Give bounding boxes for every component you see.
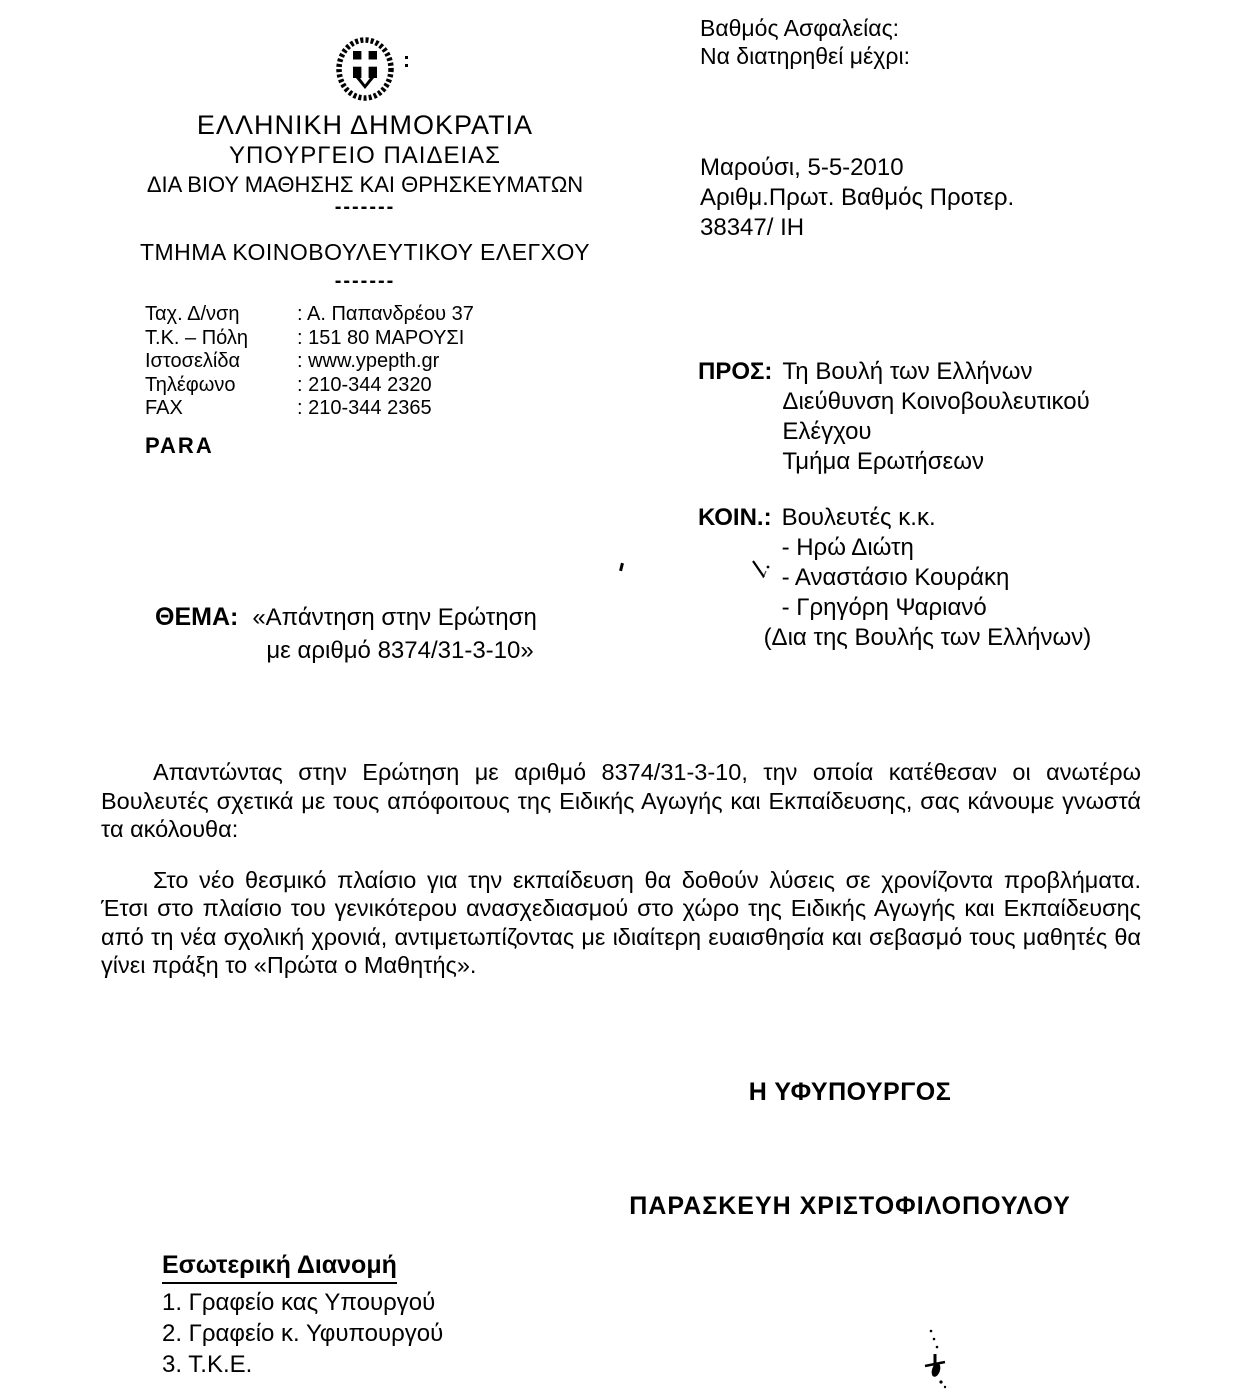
security-classification-block: [700, 14, 910, 70]
republic-title: ΕΛΛΗΝΙΚΗ ΔΗΜΟΚΡΑΤΙΑ: [196, 110, 534, 140]
contact-info-block: [145, 303, 474, 421]
contact-value: : Α. Παπανδρέου 37: [297, 303, 474, 325]
cc-label: ΚΟΙΝ.:: [698, 504, 772, 531]
cc-line: (Δια της Βουλής των Ελλήνων): [763, 624, 1092, 651]
subject-label: ΘΕΜΑ:: [155, 603, 239, 631]
contact-value: : 210-344 2365: [297, 397, 432, 419]
retain-until-label: Να διατηρηθεί μέχρι:: [700, 43, 910, 69]
contact-value: : www.ypepth.gr: [297, 350, 440, 372]
contact-label: Τ.Κ. – Πόλη: [145, 326, 249, 349]
signatory-name: ΠΑΡΑΣΚΕΥΗ ΧΡΙΣΤΟΦΙΛΟΠΟΥΛΟΥ: [629, 1192, 1071, 1220]
city-and-date: Μαρούσι, 5-5-2010: [700, 154, 904, 181]
cc-line: Βουλευτές κ.κ.: [781, 504, 936, 531]
scan-checkmark-artifact: [750, 558, 776, 586]
contact-label: Ιστοσελίδα: [145, 350, 241, 372]
signatory-title: Η ΥΦΥΠΟΥΡΓΟΣ: [748, 1078, 952, 1106]
scan-smudge-artifact: [918, 1326, 952, 1390]
distribution-item: 3. Τ.Κ.Ε.: [162, 1351, 253, 1378]
recipient-line: Διεύθυνση Κοινοβουλευτικού: [782, 388, 1090, 415]
recipient-lines: [782, 357, 1089, 477]
subject-text: [252, 601, 536, 667]
recipient-block: [698, 357, 1090, 477]
contact-label: Τηλέφωνο: [145, 373, 236, 396]
divider-dashes: -------: [334, 196, 396, 218]
distribution-item: 2. Γραφείο κ. Υφυπουργού: [162, 1320, 444, 1347]
distribution-item: 1. Γραφείο κας Υπουργού: [162, 1289, 436, 1316]
recipient-line: Τη Βουλή των Ελλήνων: [782, 358, 1033, 385]
scan-speck: [405, 56, 408, 59]
protocol-block: [700, 153, 1014, 243]
contact-value: : 151 80 ΜΑΡΟΥΣΙ: [297, 326, 465, 349]
body-paragraph-2: Στο νέο θεσμικό πλαίσιο για την εκπαίδευση θα δοθούν λύσεις σε χρονίζοντα προβλήματα. Έτσι στο πλαίσιο του γενικότερου ανασχεδιασμού στο χώρο της Ειδικής Αγωγής και Εκπαίδευσης από τη νέα σχολική χρονιά, αντιμετωπίζοντας με ιδιαίτερη ευαισθησία και σεβασμό τους μαθητές θα γίνει πράξη το «Πρώτα ο Μαθητής».: [101, 866, 1141, 978]
letterhead: [55, 36, 675, 292]
contact-row-phone: [145, 374, 474, 398]
greek-coat-of-arms-icon: [334, 36, 396, 104]
cc-line: - Αναστάσιο Κουράκη: [781, 564, 1010, 591]
cc-line: - Γρηγόρη Ψαριανό: [781, 594, 987, 621]
security-grade-label: Βαθμός Ασφαλείας:: [700, 15, 900, 41]
recipient-line: Τμήμα Ερωτήσεων: [782, 448, 984, 475]
contact-row-website: [145, 350, 474, 374]
recipient-line: Ελέγχου: [782, 418, 872, 445]
cc-lines: [763, 503, 1092, 653]
subject-line: «Απάντηση στην Ερώτηση: [252, 604, 537, 631]
recipient-label: ΠΡΟΣ:: [698, 358, 773, 385]
letter-body: [101, 758, 1141, 980]
protocol-caption: Αριθμ.Πρωτ. Βαθμός Προτερ.: [700, 184, 1015, 211]
body-paragraph-1: Απαντώντας στην Ερώτηση με αριθμό 8374/31-3-10, την οποία κατέθεσαν οι ανωτέρω Βουλευτές σχετικά με τους απόφοιτους της Ειδικής Αγωγής και Εκπαίδευσης, σας κάνουμε γνωστά τα ακόλουθα:: [101, 759, 1141, 842]
ministry-line-2: ΔΙΑ ΒΙΟΥ ΜΑΘΗΣΗΣ ΚΑΙ ΘΡΗΣΚΕΥΜΑΤΩΝ: [146, 172, 584, 197]
scan-speck: [405, 64, 408, 67]
scan-speck: [619, 563, 624, 571]
contact-label: Ταχ. Δ/νση: [145, 303, 240, 325]
contact-row-postal: [145, 327, 474, 351]
internal-distribution-block: [162, 1250, 443, 1380]
para-stamp-text: PARA: [145, 433, 214, 458]
protocol-number: 38347/ ΙΗ: [700, 214, 805, 241]
contact-row-address: [145, 303, 474, 327]
department-title: ΤΜΗΜΑ ΚΟΙΝΟΒΟΥΛΕΥΤΙΚΟΥ ΕΛΕΓΧΟΥ: [139, 239, 591, 265]
subject-line: με αριθμό 8374/31-3-10»: [266, 637, 534, 664]
ministry-line-1: ΥΠΟΥΡΓΕΙΟ ΠΑΙΔΕΙΑΣ: [228, 142, 502, 169]
contact-row-fax: [145, 397, 474, 421]
contact-label: FAX: [145, 397, 183, 419]
distribution-heading: Εσωτερική Διανομή: [162, 1250, 397, 1284]
subject-block: [155, 601, 537, 667]
contact-value: : 210-344 2320: [297, 373, 432, 396]
cc-line: - Ηρώ Διώτη: [781, 534, 914, 561]
divider-dashes: -------: [334, 270, 396, 292]
